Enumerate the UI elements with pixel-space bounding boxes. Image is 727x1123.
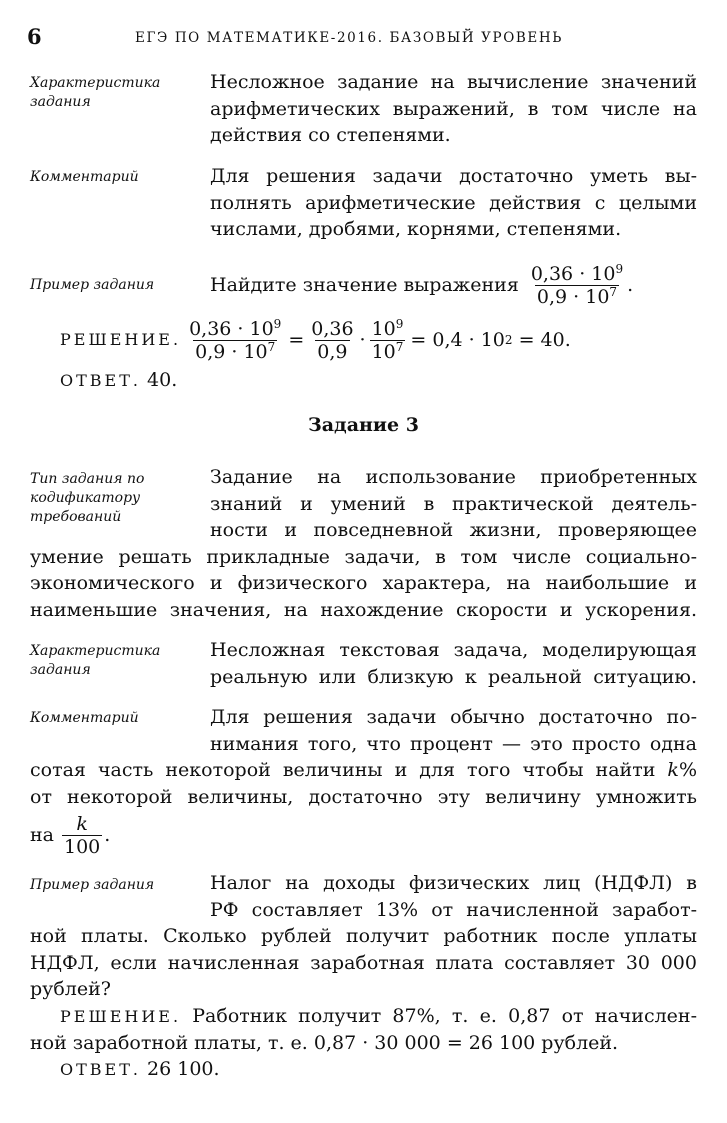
page-number: 6 [27,24,42,49]
example-task: Найдите значение выражения $\frac{0,36 \cdot 10^9}{0,9 \cdot 10^7}$ . [210,261,634,308]
example-fraction: $\frac{0,36 \cdot 10^9}{0,9 \cdot 10^7}$ [530,261,624,308]
answer-value-3: 26 100. [147,1058,220,1080]
label-example: Пример задания [30,277,155,293]
solution-task2: РЕШЕНИЕ. $\frac{0,36 \cdot 10^9}{0,9 \cdot 10^7}$ = $\frac{0,36}{0,9}$ · $\frac{10^9}{10^7}$ = 0,4 · 10 2 = 40. [60,316,571,363]
comment-fraction: $\frac{k}{100}$ [64,812,101,858]
answer-task2 [60,367,177,395]
solution-fraction-3: $\frac{10^9}{10^7}$ [371,316,404,363]
answer-task3 [60,1056,220,1084]
book-page: 6 ЕГЭ ПО МАТЕМАТИКЕ-2016. БАЗОВЫЙ УРОВЕНЬ Характеристика задания Несложное задание на вычисление значений арифметических выражений, в том числе на действия со степенями. Комментарий Для решения задачи достаточно уметь вы- полнять арифметические действия с целыми числами, дробями, корнями, степенями. Пример задания Найдите значение выражения $\frac{0,36 \cdot 10^9}{0,9 \cdot 10^7}$ . РЕШЕНИЕ. $\frac{0,36 \cdot 10^9}{0,9 \cdot 10^7}$ = $\frac{0,36}{0,9}$ · $\frac{10^9}{10^7}$ = 0,4 · 10 2 = 40. ОТВЕТ. 40. Задание 3 Тип задания по кодификатору требований Задание на использование приобретенных знаний и умений в практической деятель- ности и повседневной жизни, проверяющее умение решать прикладные задачи, в том числе социально- экономического и физического характера, на наибольшие и наименьшие значения, на нахождение скорости и ускорения. Характеристика задания Несложная текстовая задача, моделирующая реальную или близкую к реальной ситуацию. Комментарий Для решения задачи обычно достаточно по- нимания того, что процент — это просто одна сотая часть некоторой величины и для того чтобы найти k% от некоторой величины, достаточно эту величину умножить на $\frac{k}{100}$ . Пример задания Налог на доходы физических лиц (НДФЛ) в РФ составляет 13% от начисленной заработ- ной платы. Сколько рублей получит работник после уплаты НДФЛ, если начисленная заработная плата составляет 30 000 рублей? РЕШЕНИЕ. Работник получит 87%, т. е. 0,87 от начислен- ной заработной платы, т. е. 0,87 · 30 000 = 26 100 рублей. ОТВЕТ. 26 100. [0,0,727,1123]
answer-keyword-3: ОТВЕТ. [60,1060,141,1079]
label-comment: Комментарий [30,169,139,185]
solution-fraction-1: $\frac{0,36 \cdot 10^9}{0,9 \cdot 10^7}$ [189,316,282,363]
answer-keyword: ОТВЕТ. [60,371,141,390]
task-3-heading: Задание 3 [308,414,419,436]
solution-fraction-2: $\frac{0,36}{0,9}$ [311,317,354,363]
answer-value: 40. [147,369,178,391]
running-title: ЕГЭ ПО МАТЕМАТИКЕ-2016. БАЗОВЫЙ УРОВЕНЬ [135,30,563,46]
label-characteristic-3: Характеристика задания [30,643,161,678]
label-characteristic: Характеристика задания [30,75,161,110]
label-example-3: Пример задания [30,877,155,893]
label-task-type: Тип задания по кодификатору требований [30,471,145,525]
label-comment-3: Комментарий [30,710,139,726]
solution-keyword-3: РЕШЕНИЕ. [60,1007,182,1026]
solution-keyword: РЕШЕНИЕ. [60,329,182,349]
